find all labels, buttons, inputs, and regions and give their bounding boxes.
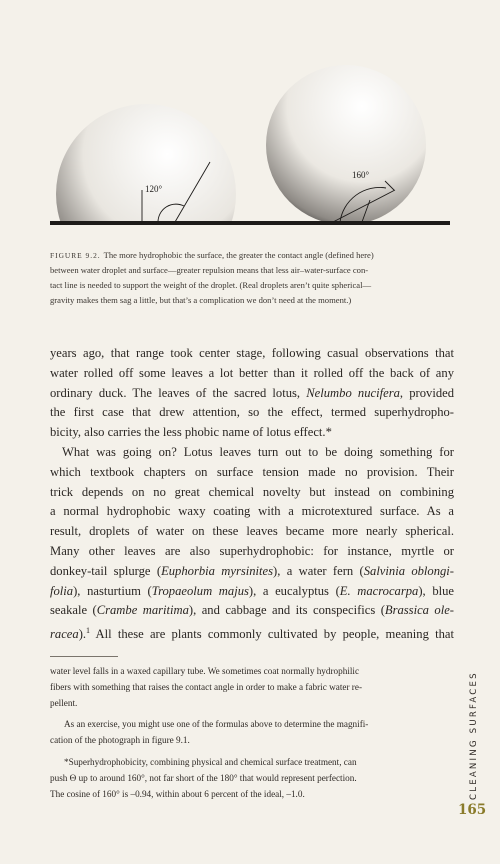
droplet-120 — [56, 104, 236, 240]
caption-line-2: between water droplet and surface—greater repulsion means that less air–water-surface con- — [50, 265, 369, 275]
footnotes — [50, 664, 442, 802]
body-line: donkey-tail splurge (Euphorbia myrsinites), a water fern (Salvinia oblongi- — [50, 563, 454, 578]
note-line: push Θ up to around 160°, not far short of the 180° that would represent perfection. — [50, 772, 357, 783]
note-line: As an exercise, you might use one of the formulas above to determine the magnifi- — [64, 719, 369, 730]
species-name: Nelumbo nucifera — [306, 385, 400, 400]
species-name: Tropaeolum majus — [151, 583, 249, 598]
body-line: ordinary duck. The leaves of the sacred lotus, Nelumbo nucifera, provided — [50, 385, 455, 400]
body-line: bicity, also carries the less phobic name of lotus effect.* — [50, 425, 332, 440]
species-name: Crambe maritima — [96, 603, 189, 618]
angle-label-120: 120° — [145, 184, 163, 194]
angle-label-160: 160° — [352, 170, 370, 180]
body-text — [50, 344, 454, 645]
body-line: the first case that drew attention, so the effect, termed superhydropho- — [50, 405, 454, 420]
note-line: cation of the photograph in figure 9.1. — [50, 735, 190, 746]
page-number: 165 — [458, 802, 487, 818]
caption-line-1: The more hydrophobic the surface, the greater the contact angle (defined here) — [103, 250, 374, 260]
body-line: trick depends on no great chemical novelty but instead on combining — [50, 484, 454, 499]
species-name: folia — [50, 583, 74, 598]
note-line: water level falls in a waxed capillary tube. We sometimes coat normally hydrophilic — [50, 666, 360, 676]
surface-line — [50, 221, 450, 225]
species-name: E. macrocarpa — [339, 583, 419, 598]
body-line: water rolled off some leaves a lot better than it rolled off the back of any — [50, 365, 454, 380]
body-line: Many other leaves are also superhydrophobic: for instance, myrtle or — [50, 543, 454, 558]
species-name: Brassica ole- — [384, 603, 454, 618]
caption-line-3: tact line is needed to support the weight of the droplet. (Real droplets aren’t quite spherical— — [50, 280, 372, 290]
body-line: racea).$^1$ All these are plants commonly cultivated by people, meaning that — [50, 626, 454, 642]
body-line: seakale (Crambe maritima), and cabbage and its conspecifics (Brassica ole- — [50, 603, 454, 618]
body-line: which textbook chapters on surface tension made no provision. Their — [50, 464, 454, 479]
species-name: Salvinia oblongi- — [363, 563, 454, 578]
running-head: CLEANING SURFACES — [469, 671, 479, 800]
body-line: folia), nasturtium (Tropaeolum majus), a eucalyptus (E. macrocarpa), blue — [50, 583, 454, 598]
droplet-160 — [266, 65, 426, 225]
note-line: The cosine of 160° is –0.94, within about 6 percent of the ideal, –1.0. — [50, 788, 305, 799]
footnote-rule — [50, 656, 118, 657]
body-line: result, droplets of water on these leaves became more nearly spherical. — [50, 524, 454, 539]
body-line: years ago, that range took center stage, following casual observations that — [50, 346, 454, 360]
body-line: a normal hydrophobic waxy coating with a microtextured surface. As a — [50, 504, 454, 519]
caption-line-4: gravity makes them sag a little, but that’s a complication we don’t need at the moment.) — [50, 295, 352, 305]
figure-label: FIGURE 9.2. — [50, 251, 101, 260]
species-name: racea — [50, 627, 79, 642]
figure-caption — [50, 248, 434, 308]
contact-angle-figure — [50, 40, 450, 240]
footnote-ref[interactable]: 1 — [86, 626, 91, 636]
note-line: *Superhydrophobicity, combining physical and chemical surface treatment, can — [64, 756, 357, 767]
note-line: pellent. — [50, 697, 78, 708]
species-name: Euphorbia myrsinites — [161, 563, 274, 578]
body-line: What was going on? Lotus leaves turn out to be doing something for — [62, 444, 454, 459]
note-line: fibers with something that raises the contact angle in order to make a fabric water re- — [50, 681, 362, 692]
